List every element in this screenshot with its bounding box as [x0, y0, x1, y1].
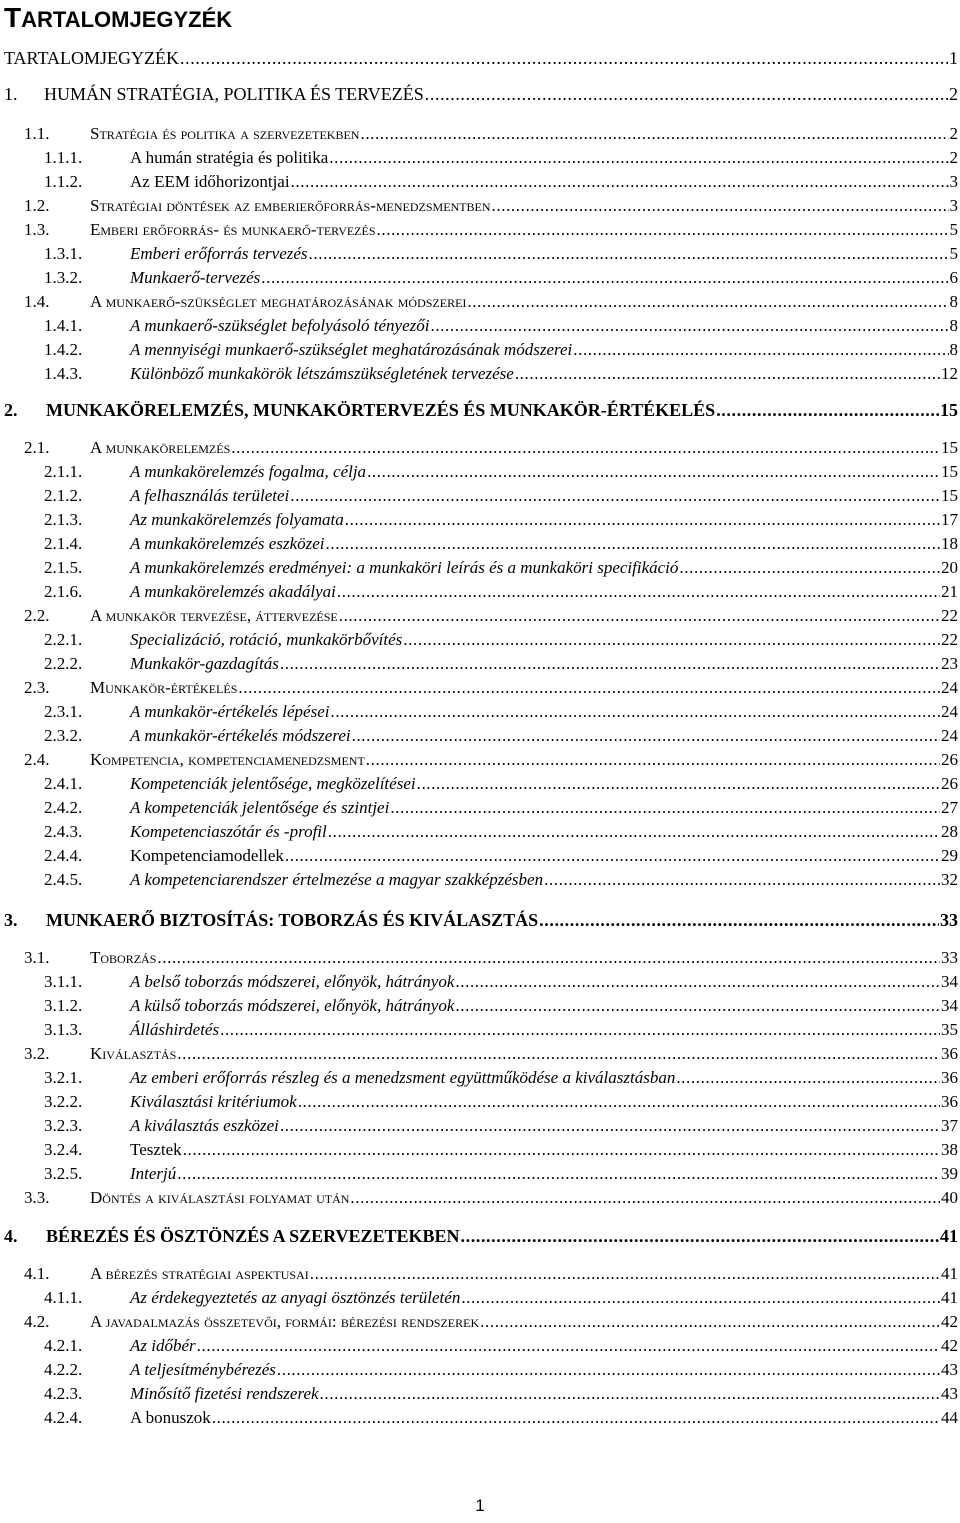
- toc-entry-title: A mennyiségi munkaerő-szükséglet meghatározásának módszerei: [130, 340, 573, 359]
- toc-entry[interactable]: [0, 870, 960, 890]
- toc-entry-number: 3.2.: [24, 1044, 50, 1063]
- toc-entry[interactable]: [0, 702, 960, 722]
- toc-entry[interactable]: [0, 726, 960, 746]
- toc-entry-number: 3.2.2.: [44, 1092, 83, 1111]
- toc-entry-page: 3: [949, 196, 958, 215]
- toc-entry-page: 40: [941, 1188, 958, 1207]
- toc-entry-title: Interjú: [130, 1164, 177, 1183]
- dot-leader: [430, 316, 948, 336]
- toc-entry[interactable]: [0, 196, 960, 216]
- toc-entry-page: 12: [941, 364, 958, 383]
- toc-entry-number: 4.2.4.: [44, 1408, 83, 1427]
- toc-entry-number: 3.3.: [24, 1188, 50, 1207]
- toc-entry[interactable]: [0, 438, 960, 458]
- toc-entry-page: 33: [940, 910, 958, 930]
- dot-leader: [339, 606, 940, 626]
- dot-leader: [417, 774, 940, 794]
- dot-leader: [320, 1384, 940, 1404]
- toc-entry-page: 1: [949, 48, 958, 68]
- toc-entry-title: Kompetencia, kompetenciamenedzsment: [90, 750, 365, 769]
- toc-entry-page: 36: [941, 1092, 958, 1111]
- dot-leader: [403, 630, 940, 650]
- toc-entry[interactable]: [0, 846, 960, 866]
- toc-entry-page: 23: [941, 654, 958, 673]
- toc-entry-title: A bérezés stratégiai aspektusai: [90, 1264, 309, 1283]
- toc-entry-number: 4.: [4, 1226, 18, 1246]
- dot-leader: [298, 1092, 940, 1112]
- toc-entry-page: 32: [941, 870, 958, 889]
- toc-entry-page: 15: [941, 462, 958, 481]
- toc-entry-number: 2.1.4.: [44, 534, 83, 553]
- toc-entry-page: 44: [941, 1408, 958, 1427]
- toc-entry-title: Emberi erőforrás- és munkaerő-tervezés: [90, 220, 376, 239]
- toc-entry[interactable]: [0, 148, 960, 168]
- toc-entry[interactable]: [0, 172, 960, 192]
- toc-entry-page: 5: [949, 220, 958, 239]
- toc-entry-title: Munkakör-gazdagítás: [130, 654, 279, 673]
- toc-entry-title: Stratégiai döntések az emberierőforrás-menedzsmentben: [90, 196, 491, 215]
- toc-entry[interactable]: [0, 462, 960, 482]
- toc-entry-title: Munkaerő-tervezés: [130, 268, 261, 287]
- toc-entry-title: A kompetenciák jelentősége és szintjei: [130, 798, 390, 817]
- toc-entry-number: 3.2.5.: [44, 1164, 83, 1183]
- toc-entry[interactable]: [0, 364, 960, 384]
- toc-entry[interactable]: [0, 1092, 960, 1112]
- toc-entry[interactable]: [0, 244, 960, 264]
- toc-entry-page: 2: [949, 148, 958, 167]
- toc-entry[interactable]: [0, 1116, 960, 1136]
- toc-entry-number: 2.3.1.: [44, 702, 83, 721]
- toc-entry[interactable]: [0, 678, 960, 698]
- toc-entry-page: 24: [941, 678, 958, 697]
- toc-entry-title: Tesztek: [130, 1140, 182, 1159]
- dot-leader: [261, 268, 948, 288]
- dot-leader: [180, 48, 948, 68]
- dot-leader: [177, 1044, 940, 1064]
- toc-entry-number: 4.2.1.: [44, 1336, 83, 1355]
- toc-entry-page: 3: [949, 172, 958, 191]
- toc-entry-page: 41: [940, 1226, 958, 1246]
- toc-entry-number: 2.3.: [24, 678, 50, 697]
- toc-entry-title: Specializáció, rotáció, munkakörbővítés: [130, 630, 403, 649]
- toc-entry-number: 2.1.1.: [44, 462, 83, 481]
- dot-leader: [285, 846, 940, 866]
- toc-entry[interactable]: [0, 220, 960, 240]
- toc-entry[interactable]: [0, 400, 960, 420]
- page-title: TARTALOMJEGYZÉK: [4, 2, 233, 33]
- dot-leader: [280, 1116, 940, 1136]
- toc-entry[interactable]: [0, 268, 960, 288]
- toc-entry-page: 37: [941, 1116, 958, 1135]
- toc-entry[interactable]: [0, 582, 960, 602]
- toc-entry-page: 8: [949, 292, 958, 311]
- dot-leader: [716, 400, 939, 420]
- toc-entry[interactable]: [0, 1264, 960, 1284]
- dot-leader: [231, 438, 940, 458]
- toc-entry-title: A munkakör-értékelés lépései: [130, 702, 330, 721]
- toc-entry-title: HUMÁN STRATÉGIA, POLITIKA ÉS TERVEZÉS: [44, 84, 424, 104]
- toc-entry[interactable]: [0, 1044, 960, 1064]
- toc-entry-page: 26: [941, 774, 958, 793]
- dot-leader: [291, 172, 949, 192]
- dot-leader: [515, 364, 940, 384]
- toc-entry[interactable]: [0, 996, 960, 1016]
- toc-entry-page: 2: [949, 84, 958, 104]
- toc-entry-page: 17: [941, 510, 958, 529]
- toc-entry-title: A felhasználás területei: [130, 486, 290, 505]
- toc-entry-number: 4.2.2.: [44, 1360, 83, 1379]
- dot-leader: [367, 462, 940, 482]
- toc-entry-page: 34: [941, 972, 958, 991]
- toc-entry-title: TARTALOMJEGYZÉK: [4, 48, 180, 68]
- toc-entry[interactable]: [0, 1360, 960, 1380]
- toc-entry-number: 1.2.: [24, 196, 50, 215]
- dot-leader: [360, 124, 948, 144]
- toc-entry-page: 33: [941, 948, 958, 967]
- toc-entry-number: 2.4.3.: [44, 822, 83, 841]
- toc-entry-page: 20: [941, 558, 958, 577]
- dot-leader: [310, 1264, 940, 1284]
- toc-entry-title: A munkakörelemzés fogalma, célja: [130, 462, 367, 481]
- toc-entry[interactable]: [0, 750, 960, 770]
- toc-entry-page: 5: [949, 244, 958, 263]
- dot-leader: [350, 1188, 940, 1208]
- dot-leader: [309, 244, 949, 264]
- toc-entry-number: 3.1.2.: [44, 996, 83, 1015]
- toc-entry-title: Álláshirdetés: [130, 1020, 220, 1039]
- toc-entry[interactable]: [0, 774, 960, 794]
- dot-leader: [366, 750, 940, 770]
- toc-entry-title: Kompetenciák jelentősége, megközelítései: [130, 774, 416, 793]
- toc-entry-page: 35: [941, 1020, 958, 1039]
- dot-leader: [377, 220, 949, 240]
- dot-leader: [328, 822, 940, 842]
- toc-entry-number: 1.3.1.: [44, 244, 83, 263]
- toc-entry[interactable]: [0, 1226, 960, 1246]
- dot-leader: [480, 1312, 940, 1332]
- toc-entry-page: 41: [941, 1288, 958, 1307]
- toc-entry-number: 3.1.: [24, 948, 50, 967]
- toc-entry[interactable]: [0, 630, 960, 650]
- toc-entry-title: A munkakör-értékelés módszerei: [130, 726, 351, 745]
- dot-leader: [461, 1226, 939, 1246]
- toc-entry-number: 4.2.3.: [44, 1384, 83, 1403]
- toc-entry-number: 3.1.3.: [44, 1020, 83, 1039]
- toc-entry-page: 22: [941, 630, 958, 649]
- toc-entry-title: Az érdekegyeztetés az anyagi ösztönzés területén: [130, 1288, 461, 1307]
- toc-entry-title: Az időbér: [130, 1336, 196, 1355]
- toc-entry[interactable]: [0, 1384, 960, 1404]
- toc-entry-page: 38: [941, 1140, 958, 1159]
- toc-entry[interactable]: [0, 340, 960, 360]
- toc-entry-title: Az munkakörelemzés folyamata: [130, 510, 344, 529]
- toc-entry-number: 1.1.: [24, 124, 50, 143]
- toc-entry-page: 15: [940, 400, 958, 420]
- toc-entry[interactable]: [0, 510, 960, 530]
- dot-leader: [390, 798, 940, 818]
- toc-entry-title: A munkakör tervezése, áttervezése: [90, 606, 338, 625]
- toc-entry-page: 6: [949, 268, 958, 287]
- toc-entry-page: 27: [941, 798, 958, 817]
- dot-leader: [183, 1140, 940, 1160]
- toc-entry-number: 2.1.: [24, 438, 50, 457]
- toc-entry[interactable]: [0, 1068, 960, 1088]
- toc-entry-title: Munkakör-értékelés: [90, 678, 238, 697]
- toc-entry-page: 43: [941, 1360, 958, 1379]
- toc-entry[interactable]: [0, 534, 960, 554]
- dot-leader: [290, 486, 940, 506]
- dot-leader: [280, 654, 940, 674]
- toc-entry-page: 34: [941, 996, 958, 1015]
- toc-entry[interactable]: [0, 486, 960, 506]
- toc-entry-number: 2.3.2.: [44, 726, 83, 745]
- toc-entry-number: 3.: [4, 910, 18, 930]
- toc-entry[interactable]: [0, 1188, 960, 1208]
- toc-entry[interactable]: [0, 1288, 960, 1308]
- toc-entry-page: 43: [941, 1384, 958, 1403]
- toc-entry-title: Toborzás: [90, 948, 157, 967]
- dot-leader: [539, 910, 939, 930]
- toc-entry[interactable]: [0, 972, 960, 992]
- toc-entry[interactable]: [0, 558, 960, 578]
- dot-leader: [177, 1164, 940, 1184]
- toc-entry-title: Minősítő fizetési rendszerek: [130, 1384, 319, 1403]
- toc-entry-number: 1.4.2.: [44, 340, 83, 359]
- toc-entry-page: 41: [941, 1264, 958, 1283]
- toc-entry-number: 1.4.3.: [44, 364, 83, 383]
- toc-entry-title: MUNKAKÖRELEMZÉS, MUNKAKÖRTERVEZÉS ÉS MUNKAKÖR-ÉRTÉKELÉS: [46, 400, 716, 420]
- toc-entry-page: 42: [941, 1312, 958, 1331]
- toc-entry[interactable]: [0, 822, 960, 842]
- dot-leader: [352, 726, 940, 746]
- toc-entry-title: A kompetenciarendszer értelmezése a magyar szakképzésben: [130, 870, 544, 889]
- toc-entry-page: 15: [941, 486, 958, 505]
- toc-entry-page: 8: [949, 340, 958, 359]
- toc-entry-number: 1.3.: [24, 220, 50, 239]
- dot-leader: [492, 196, 949, 216]
- toc-entry-title: Kompetenciamodellek: [130, 846, 284, 865]
- toc-entry-title: A munkakörelemzés eszközei: [130, 534, 325, 553]
- dot-leader: [455, 972, 940, 992]
- dot-leader: [573, 340, 948, 360]
- toc-entry-title: Döntés a kiválasztási folyamat után: [90, 1188, 350, 1207]
- toc-entry-number: 3.1.1.: [44, 972, 83, 991]
- toc-entry-title: A humán stratégia és politika: [130, 148, 329, 167]
- toc-entry-page: 21: [941, 582, 958, 601]
- toc-entry-page: 24: [941, 726, 958, 745]
- toc-entry[interactable]: [0, 1164, 960, 1184]
- toc-entry-number: 2.: [4, 400, 18, 420]
- toc-entry-number: 2.4.4.: [44, 846, 83, 865]
- toc-entry-page: 18: [941, 534, 958, 553]
- toc-entry-number: 2.1.3.: [44, 510, 83, 529]
- toc-entry-title: MUNKAERŐ BIZTOSÍTÁS: TOBORZÁS ÉS KIVÁLASZTÁS: [46, 910, 539, 930]
- toc-entry-page: 15: [941, 438, 958, 457]
- toc-entry[interactable]: [0, 948, 960, 968]
- toc-entry[interactable]: [0, 1140, 960, 1160]
- toc-entry-number: 3.2.1.: [44, 1068, 83, 1087]
- dot-leader: [197, 1336, 940, 1356]
- dot-leader: [461, 1288, 940, 1308]
- toc-entry-title: A munkaerő-szükséglet meghatározásának módszerei: [90, 292, 467, 311]
- toc-entry-title: A belső toborzás módszerei, előnyök, hátrányok: [130, 972, 455, 991]
- toc-entry-page: 42: [941, 1336, 958, 1355]
- dot-leader: [337, 582, 940, 602]
- toc-entry-number: 1.1.1.: [44, 148, 83, 167]
- toc-entry[interactable]: [0, 654, 960, 674]
- toc-entry-page: 8: [949, 316, 958, 335]
- toc-entry-page: 24: [941, 702, 958, 721]
- toc-entry-title: A munkakörelemzés eredményei: a munkaköri leírás és a munkaköri specifikáció: [130, 558, 679, 577]
- toc-entry[interactable]: [0, 798, 960, 818]
- toc-entry-number: 4.1.: [24, 1264, 50, 1283]
- toc-entry-number: 2.1.6.: [44, 582, 83, 601]
- toc-entry-title: A teljesítménybérezés: [130, 1360, 276, 1379]
- toc-entry-number: 3.2.4.: [44, 1140, 83, 1159]
- toc-entry-number: 2.1.5.: [44, 558, 83, 577]
- toc-entry-title: Különböző munkakörök létszámszükségletének tervezése: [130, 364, 514, 383]
- toc-entry-title: A munkaerő-szükséglet befolyásoló tényezői: [130, 316, 430, 335]
- toc-entry-page: 22: [941, 606, 958, 625]
- dot-leader: [345, 510, 940, 530]
- toc-entry-page: 2: [949, 124, 958, 143]
- toc-entry[interactable]: [0, 1312, 960, 1332]
- toc-entry-number: 1.1.2.: [44, 172, 83, 191]
- dot-leader: [544, 870, 940, 890]
- toc-entry[interactable]: [0, 606, 960, 626]
- toc-entry-number: 2.4.2.: [44, 798, 83, 817]
- toc-entry-title: Stratégia és politika a szervezetekben: [90, 124, 360, 143]
- toc-entry-title: Kiválasztási kritériumok: [130, 1092, 297, 1111]
- toc-entry-number: 2.4.1.: [44, 774, 83, 793]
- toc-entry-number: 2.4.5.: [44, 870, 83, 889]
- toc-entry[interactable]: [0, 910, 960, 930]
- dot-leader: [277, 1360, 940, 1380]
- dot-leader: [212, 1408, 940, 1428]
- toc-entry-number: 1.3.2.: [44, 268, 83, 287]
- toc-entry-page: 39: [941, 1164, 958, 1183]
- dot-leader: [330, 702, 940, 722]
- dot-leader: [425, 84, 948, 104]
- toc-entry-title: Emberi erőforrás tervezés: [130, 244, 308, 263]
- toc-entry-number: 4.2.: [24, 1312, 50, 1331]
- dot-leader: [455, 996, 940, 1016]
- dot-leader: [238, 678, 940, 698]
- toc-entry-number: 2.4.: [24, 750, 50, 769]
- toc-entry-title: A javadalmazás összetevői, formái: bérezési rendszerek: [90, 1312, 480, 1331]
- toc-entry[interactable]: [0, 292, 960, 312]
- toc-entry-page: 28: [941, 822, 958, 841]
- toc-entry-page: 26: [941, 750, 958, 769]
- toc-entry-title: BÉREZÉS ÉS ÖSZTÖNZÉS A SZERVEZETEKBEN: [46, 1226, 460, 1246]
- toc-entry[interactable]: [0, 48, 960, 68]
- toc-entry-number: 1.: [4, 84, 18, 104]
- toc-entry-page: 36: [941, 1044, 958, 1063]
- toc-entry[interactable]: [0, 1020, 960, 1040]
- toc-entry-page: 36: [941, 1068, 958, 1087]
- toc-entry-page: 29: [941, 846, 958, 865]
- toc-entry-title: Kiválasztás: [90, 1044, 177, 1063]
- toc-entry-number: 3.2.3.: [44, 1116, 83, 1135]
- toc-entry[interactable]: [0, 1408, 960, 1428]
- toc-entry-number: 1.4.: [24, 292, 50, 311]
- toc-entry-title: A kiválasztás eszközei: [130, 1116, 279, 1135]
- toc-entry[interactable]: [0, 84, 960, 104]
- page-number: 1: [475, 1496, 485, 1515]
- dot-leader: [676, 1068, 940, 1088]
- toc-entry-title: A munkakörelemzés akadályai: [130, 582, 336, 601]
- toc-entry-title: A munkakörelemzés: [90, 438, 231, 457]
- dot-leader: [467, 292, 948, 312]
- toc-entry-number: 2.1.2.: [44, 486, 83, 505]
- toc-entry-title: Az emberi erőforrás részleg és a menedzsment együttműködése a kiválasztásban: [130, 1068, 676, 1087]
- toc-entry-number: 1.4.1.: [44, 316, 83, 335]
- toc-entry-number: 2.2.1.: [44, 630, 83, 649]
- dot-leader: [157, 948, 940, 968]
- dot-leader: [220, 1020, 940, 1040]
- toc-entry-number: 2.2.: [24, 606, 50, 625]
- toc-entry[interactable]: [0, 1336, 960, 1356]
- toc-entry-title: A bonuszok: [130, 1408, 211, 1427]
- toc-entry-title: Kompetenciaszótár és -profil: [130, 822, 327, 841]
- dot-leader: [329, 148, 948, 168]
- toc-entry-title: A külső toborzás módszerei, előnyök, hátrányok: [130, 996, 455, 1015]
- toc-entry-number: 2.2.2.: [44, 654, 83, 673]
- toc-entry[interactable]: [0, 316, 960, 336]
- toc-entry-number: 4.1.1.: [44, 1288, 83, 1307]
- toc-entry-title: Az EEM időhorizontjai: [130, 172, 290, 191]
- dot-leader: [679, 558, 940, 578]
- toc-entry[interactable]: [0, 124, 960, 144]
- dot-leader: [326, 534, 940, 554]
